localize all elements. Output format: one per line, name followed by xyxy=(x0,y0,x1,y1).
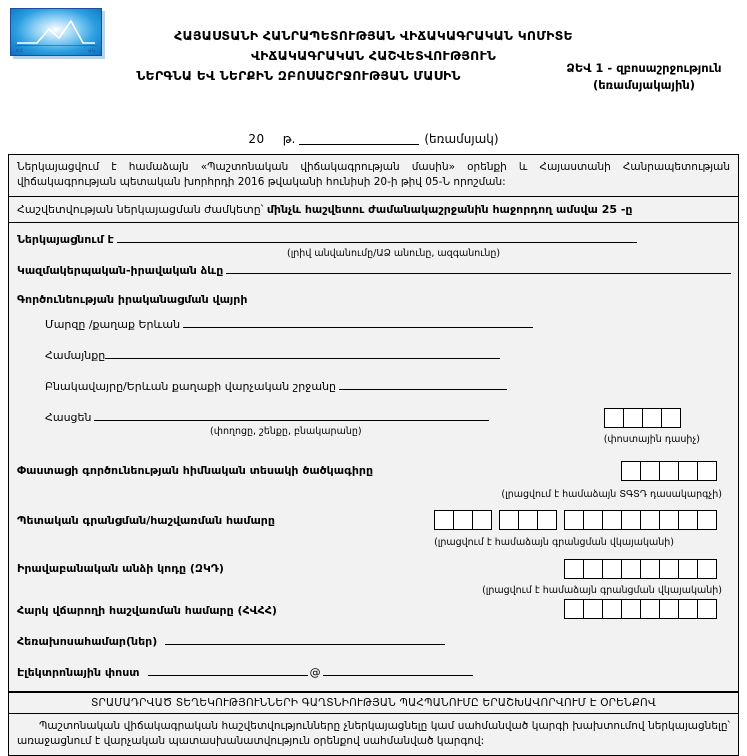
tax-id-cell[interactable] xyxy=(697,599,717,619)
state-reg-cell[interactable] xyxy=(453,510,473,530)
state-reg-cell[interactable] xyxy=(602,510,622,530)
state-reg-cell[interactable] xyxy=(621,510,641,530)
deadline-prefix: Հաշվետվության ներկայացման ժամկետը՝ xyxy=(17,203,267,216)
state-reg-group-1[interactable] xyxy=(434,510,492,530)
state-reg-cell[interactable] xyxy=(564,510,584,530)
address-input-line[interactable] xyxy=(94,409,489,421)
email-user-input-line[interactable] xyxy=(148,664,308,676)
settlement-field xyxy=(17,378,730,393)
state-reg-box-groups[interactable] xyxy=(434,510,717,530)
state-reg-cell[interactable] xyxy=(697,510,717,530)
state-reg-cell[interactable] xyxy=(537,510,557,530)
legal-entity-code-boxes[interactable] xyxy=(564,559,717,579)
tax-id-cell[interactable] xyxy=(678,599,698,619)
legal-entity-code-cell[interactable] xyxy=(583,559,603,579)
postal-code-cell[interactable] xyxy=(623,408,643,428)
state-reg-hint: (լրացվում է համաձայն գրանցման վկայականի) xyxy=(434,537,674,548)
state-reg-cell[interactable] xyxy=(472,510,492,530)
legal-basis-band xyxy=(9,155,738,197)
main-activity-code-cell[interactable] xyxy=(697,461,717,481)
address-hint: (փողոցը, շենքը, բնակարանը) xyxy=(210,426,362,437)
form-identifier-line-2: (եռամսյակային) xyxy=(593,78,695,92)
legal-entity-code-cell[interactable] xyxy=(640,559,660,579)
address-label: Հասցեն xyxy=(45,411,92,424)
form-identifier xyxy=(549,60,739,94)
postal-code-cell[interactable] xyxy=(661,408,681,428)
state-reg-cell[interactable] xyxy=(640,510,660,530)
legal-entity-code-cell[interactable] xyxy=(659,559,679,579)
deadline-value: մինչև հաշվետու ժամանակաշրջանին հաջորդող ամսվա 25 -ը xyxy=(266,203,633,216)
period-input-line[interactable] xyxy=(299,133,419,145)
form-frame xyxy=(8,154,739,756)
tax-id-row xyxy=(17,604,730,619)
main-activity-code-cell[interactable] xyxy=(621,461,641,481)
legal-entity-code-cell[interactable] xyxy=(697,559,717,579)
email-domain-input-line[interactable] xyxy=(323,664,473,676)
activity-address-label: Գործունեության իրականացման վայրի xyxy=(17,293,248,306)
year-suffix: թ. xyxy=(282,132,296,146)
legal-entity-code-cell[interactable] xyxy=(621,559,641,579)
address-field xyxy=(45,409,489,424)
year-prefix: 20 xyxy=(248,132,265,146)
org-legal-form-input-line[interactable] xyxy=(226,262,731,274)
tax-id-cell[interactable] xyxy=(583,599,603,619)
phone-input-line[interactable] xyxy=(165,633,445,645)
phone-label: Հեռախոսահամար(ներ) xyxy=(17,635,158,648)
community-input-line[interactable] xyxy=(105,347,500,359)
form-body xyxy=(9,223,738,692)
legal-entity-code-cell[interactable] xyxy=(564,559,584,579)
state-reg-cell[interactable] xyxy=(583,510,603,530)
state-reg-cell[interactable] xyxy=(434,510,454,530)
phone-field xyxy=(17,633,730,648)
postal-code-boxes[interactable] xyxy=(604,408,681,428)
region-label: Մարզը /քաղաք Երևան xyxy=(45,318,181,331)
main-activity-code-cell[interactable] xyxy=(659,461,679,481)
submitter-input-line[interactable] xyxy=(117,231,637,243)
legal-basis-text: Ներկայացվում է համաձայն «Պաշտոնական վիճակագրության մասին» օրենքի և Հայաստանի Հանրապետության վիճակագրության պետական խորհրդի 2016 թվականի հունիսի 20-ի թիվ 05-Ն որոշման: xyxy=(17,161,730,188)
legal-entity-code-row xyxy=(17,562,730,577)
submitter-field xyxy=(17,231,730,246)
region-field xyxy=(17,316,730,331)
state-reg-group-2[interactable] xyxy=(499,510,557,530)
settlement-input-line[interactable] xyxy=(339,378,507,390)
email-field xyxy=(17,664,730,679)
main-activity-code-boxes[interactable] xyxy=(621,461,717,481)
legal-entity-code-cell[interactable] xyxy=(602,559,622,579)
main-activity-code-cell[interactable] xyxy=(640,461,660,481)
main-activity-field xyxy=(17,464,373,477)
title-line-1: ՀԱՅԱՍՏԱՆԻ ՀԱՆՐԱՊԵՏՈՒԹՅԱՆ ՎԻՃԱԿԱԳՐԱԿԱՆ ԿՈՄԻՏԵ xyxy=(174,28,573,43)
state-reg-cell[interactable] xyxy=(499,510,519,530)
tax-id-cell[interactable] xyxy=(659,599,679,619)
state-reg-cell[interactable] xyxy=(518,510,538,530)
main-activity-label: Փաստացի գործունեության հիմնական տեսակի ծածկագիրը xyxy=(17,464,374,477)
email-label: Էլեկտրոնային փոստ xyxy=(17,666,140,679)
penalty-warning-text: Պաշտոնական վիճակագրական հաշվետվությունները չներկայացնելը կամ սահմանված կարգի խախտումով ներկայացնելը՝ առաջացնում է վարչական պատասխանատվություն օրենքով սահմանված կարգով: xyxy=(17,720,730,747)
state-reg-label: Պետական գրանցման/հաշվառման համարը xyxy=(17,514,275,527)
tax-id-cell[interactable] xyxy=(602,599,622,619)
submitter-hint: (լրիվ անվանումը/ԱՁ անունը, ազգանունը) xyxy=(287,248,501,259)
main-activity-code-cell[interactable] xyxy=(678,461,698,481)
legal-entity-code-label: Իրավաբանական անձի կոդը (ԶԿԴ) xyxy=(17,562,224,575)
postal-code-hint: (փոստային դասիչ) xyxy=(603,433,700,445)
tax-id-cell[interactable] xyxy=(621,599,641,619)
state-reg-group-3[interactable] xyxy=(564,510,717,530)
org-legal-form-label: Կազմակերպական-իրավական ձևը xyxy=(17,264,224,277)
address-row xyxy=(17,409,730,445)
reporting-period-row xyxy=(0,132,747,154)
region-input-line[interactable] xyxy=(183,316,533,328)
community-label: Համայնքը xyxy=(45,349,106,362)
logo-tick-right: ՎԿ xyxy=(88,48,96,53)
page-header xyxy=(0,0,747,132)
state-registration-row xyxy=(17,514,730,529)
confidentiality-guarantee-text: ՏՐԱՄԱԴՐՎԱԾ ՏԵՂԵԿՈՒԹՅՈՒՆՆԵՐԻ ԳԱՂՏՆԻՈՒԹՅԱՆ ՊԱՀՊԱՆՈՒՄԸ ԵՐԱՇԽԱՎՈՐՎՈՒՄ Է ՕՐԵՆՔՈՎ xyxy=(90,697,657,709)
org-legal-form-field xyxy=(17,262,730,277)
state-reg-cell[interactable] xyxy=(678,510,698,530)
postal-code-cell[interactable] xyxy=(642,408,662,428)
state-reg-cell[interactable] xyxy=(659,510,679,530)
tax-id-field xyxy=(17,604,277,617)
main-activity-hint: (լրացվում է համաձայն ՏԳՏԴ դասակարգչի) xyxy=(501,489,722,500)
postal-code-cell[interactable] xyxy=(604,408,624,428)
period-hint: (եռամսյակ) xyxy=(424,132,499,146)
deadline-band xyxy=(9,197,738,223)
form-identifier-line-1: ՁԵՎ 1 - զբոսաշրջություն xyxy=(566,61,722,75)
email-at-symbol: @ xyxy=(309,666,321,679)
tax-id-cell[interactable] xyxy=(640,599,660,619)
legal-entity-code-cell[interactable] xyxy=(678,559,698,579)
legal-entity-code-field xyxy=(17,562,224,575)
submitter-label: Ներկայացնում է xyxy=(17,233,114,246)
tax-id-boxes[interactable] xyxy=(564,599,717,619)
legal-entity-code-hint: (լրացվում է համաձայն գրանցման վկայականի) xyxy=(482,585,722,596)
main-activity-row xyxy=(17,464,730,479)
tax-id-label: Հարկ վճարողի հաշվառման համարը (ՀՎՀՀ) xyxy=(17,604,277,617)
title-line-2: ՎԻՃԱԿԱԳՐԱԿԱՆ ՀԱՇՎԵՏՎՈՒԹՅՈՒՆ xyxy=(251,48,496,63)
community-field xyxy=(17,347,730,362)
confidentiality-guarantee-band xyxy=(9,692,738,713)
activity-address-heading xyxy=(17,293,730,306)
state-reg-field xyxy=(17,514,275,527)
settlement-label: Բնակավայրը/Երևան քաղաքի վարչական շրջանը xyxy=(45,380,337,393)
penalty-warning-band xyxy=(9,713,738,755)
logo-tick-left: ՀՀ xyxy=(16,48,24,53)
tax-id-cell[interactable] xyxy=(564,599,584,619)
title-line-3: ՆԵՐԳՆԱ ԵՎ ՆԵՐՔԻՆ ԶԲՈՍԱՇՐՋՈՒԹՅԱՆ ՄԱՍԻՆ xyxy=(136,68,461,83)
